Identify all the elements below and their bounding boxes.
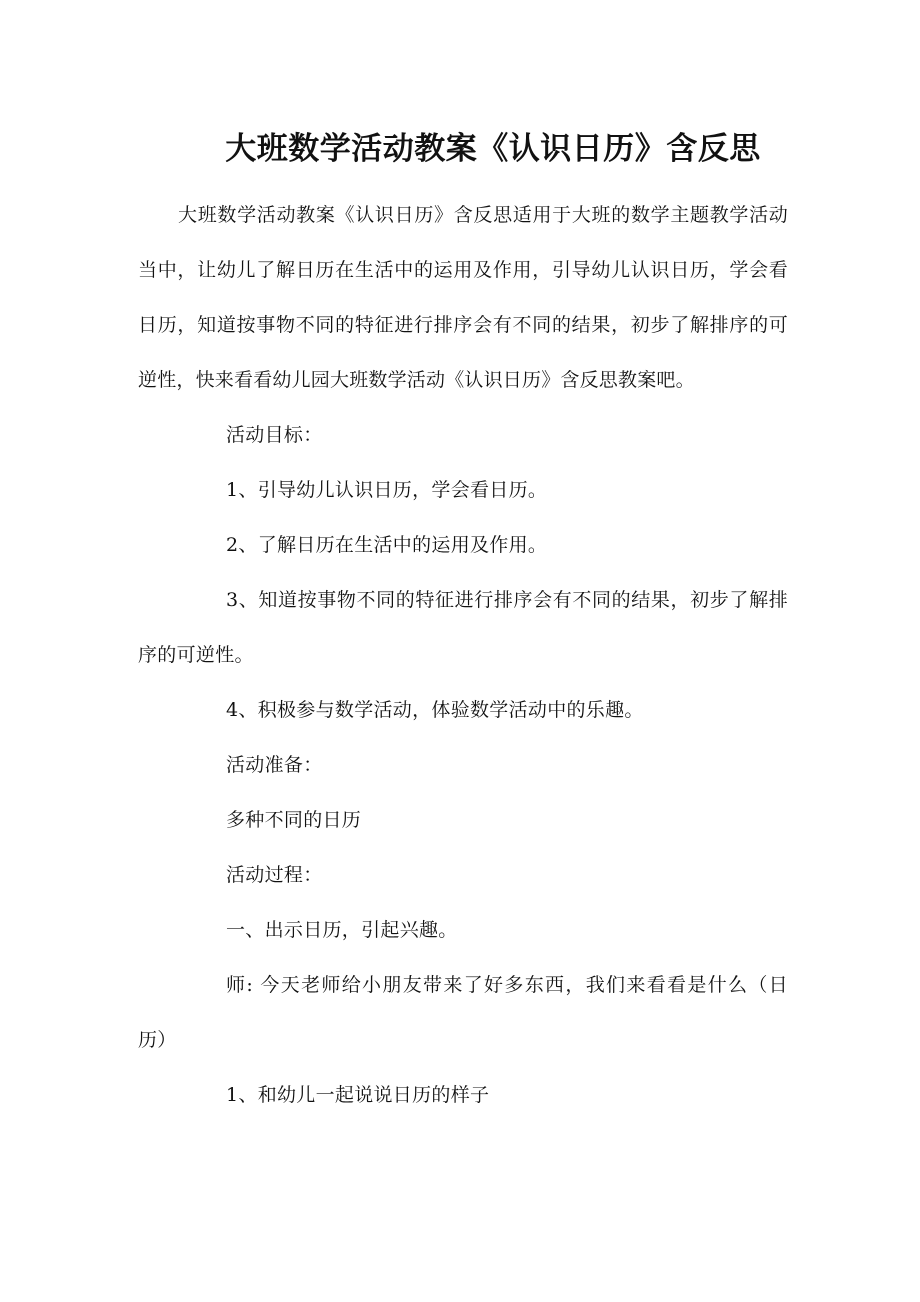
document-body xyxy=(138,188,788,1123)
section-heading-preparation: 活动准备： xyxy=(226,754,323,776)
intro-paragraph: 大班数学活动教案《认识日历》含反思适用于大班的数学主题教学活动当中，让幼儿了解日历在生活中的运用及作用，引导幼儿认识日历，学会看日历，知道按事物不同的特征进行排序会有不同的结果，初步了解排序的可逆性，快来看看幼儿园大班数学活动《认识日历》含反思教案吧。 xyxy=(138,204,788,391)
goal-item-1: 1、引导幼儿认识日历，学会看日历。 xyxy=(226,479,548,501)
preparation-item: 多种不同的日历 xyxy=(226,809,362,831)
goal-item-3: 3、知道按事物不同的特征进行排序会有不同的结果，初步了解排序的可逆性。 xyxy=(138,589,788,666)
teacher-dialogue: 师: 今天老师给小朋友带来了好多东西，我们来看看是什么（日历） xyxy=(138,974,788,1051)
section-heading-process: 活动过程： xyxy=(226,864,323,886)
section-heading-goals: 活动目标： xyxy=(226,424,323,446)
goal-item-4: 4、积极参与数学活动，体验数学活动中的乐趣。 xyxy=(226,699,644,721)
process-substep-1: 1、和幼儿一起说说日历的样子 xyxy=(226,1084,490,1106)
document-title: 大班数学活动教案《认识日历》含反思 xyxy=(225,130,761,167)
process-step-1: 一、出示日历，引起兴趣。 xyxy=(226,919,458,941)
goal-item-2: 2、了解日历在生活中的运用及作用。 xyxy=(226,534,548,556)
